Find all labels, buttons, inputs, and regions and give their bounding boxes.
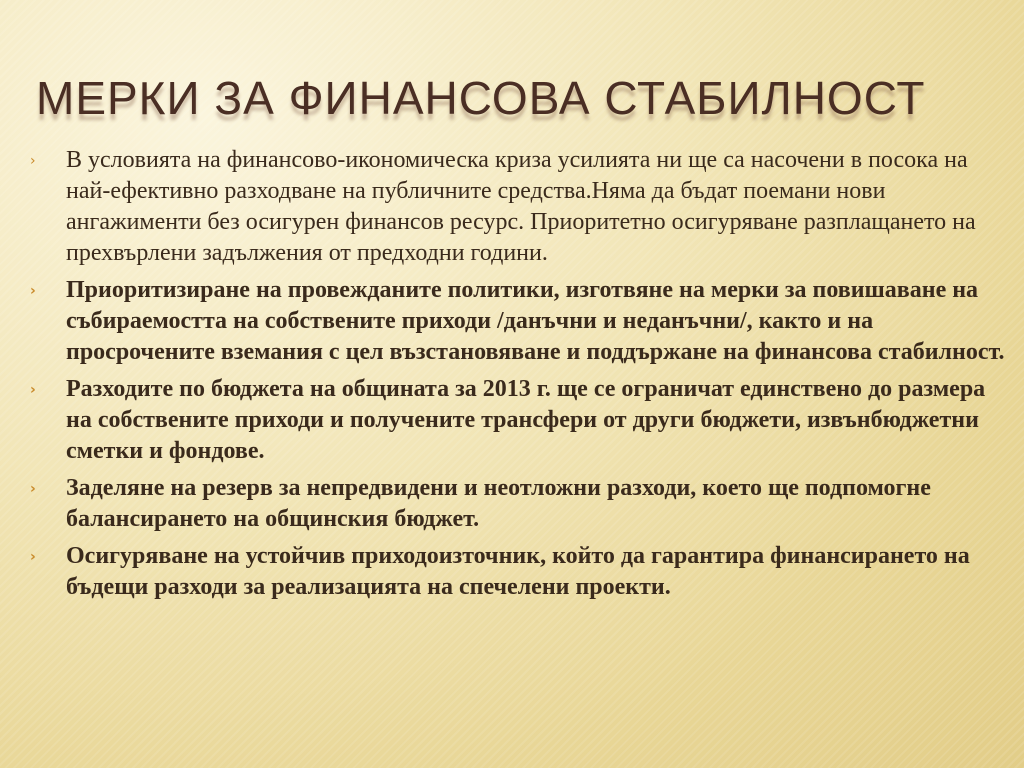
bullet-text: Заделяне на резерв за непредвидени и неотложни разходи, което ще подпомогне балансирането на общинския бюджет. (66, 475, 931, 532)
bullet-text: Приоритизиране на провежданите политики, изготвяне на мерки за повишаване на събираемостта на собствените приходи /данъчни и неданъчни/, както и на просрочените вземания с цел възстановяване и поддържане на финансова стабилност. (66, 277, 1005, 365)
bullet-item (30, 374, 1005, 467)
chevron-right-icon: › (30, 481, 36, 497)
bullet-item (30, 275, 1005, 368)
bullet-item (30, 541, 1005, 603)
bullet-item (30, 145, 1005, 269)
bullet-list (30, 145, 1005, 609)
bullet-item (30, 473, 1005, 535)
bullet-text: Осигуряване на устойчив приходоизточник, който да гарантира финансирането на бъдещи разходи за реализацията на спечелени проекти. (66, 543, 970, 600)
slide-title: МЕРКИ ЗА ФИНАНСОВА СТАБИЛНОСТ (36, 72, 926, 124)
bullet-text: Разходите по бюджета на общината за 2013 г. ще се ограничат единствено до размера на собствените приходи и получените трансфери от други бюджети, извънбюджетни сметки и фондове. (66, 376, 986, 464)
chevron-right-icon: › (30, 549, 36, 565)
chevron-right-icon: › (30, 382, 36, 398)
chevron-right-icon: › (30, 283, 36, 299)
chevron-right-icon: › (30, 153, 36, 169)
bullet-text: В условията на финансово-икономическа криза усилията ни ще са насочени в посока на най-ефективно разходване на публичните средства.Няма да бъдат поемани нови ангажименти без осигурен финансов ресурс. Приоритетно осигуряване разплащането на прехвърлени задължения от предходни години. (66, 147, 976, 266)
